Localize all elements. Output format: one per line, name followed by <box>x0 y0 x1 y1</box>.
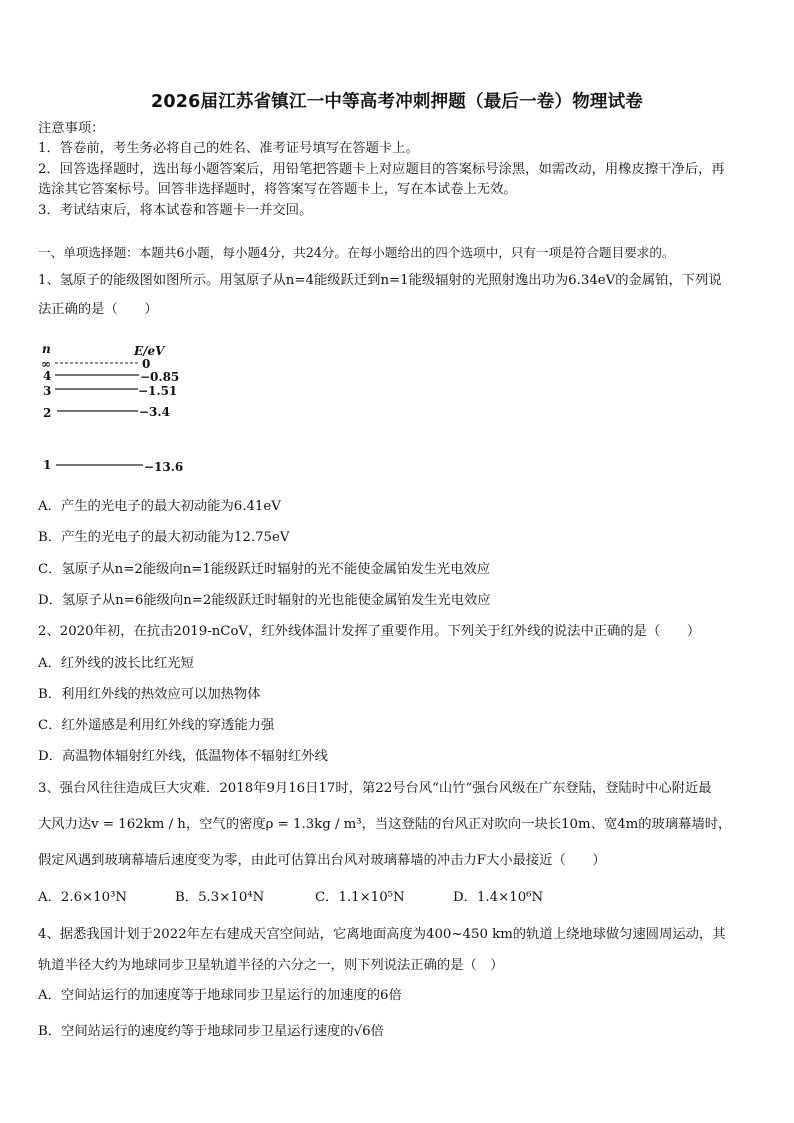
page-title: 2026届江苏省镇江一中等高考冲刺押题（最后一卷）物理试卷 <box>150 92 643 112</box>
level-3-n: 3 <box>43 384 52 398</box>
diagram-e-label: E/eV <box>134 344 165 358</box>
level-inf-n: ∞ <box>41 357 51 371</box>
energy-level-diagram <box>38 341 238 481</box>
q1-option-b: B．产生的光电子的最大初动能为12.75eV <box>38 530 290 545</box>
q1-option-c: C．氢原子从n=2能级向n=1能级跃迁时辐射的光不能使金属铂发生光电效应 <box>38 562 491 577</box>
q2-stem: 2、2020年初，在抗击2019-nCoV，红外线体温计发挥了重要作用。下列关于红外线的说法中正确的是（ ） <box>38 624 701 639</box>
q1-stem-line2: 法正确的是（ ） <box>38 302 158 317</box>
section-heading: 一、单项选择题：本题共6小题，每小题4分，共24分。在每小题给出的四个选项中，只有一项是符合题目要求的。 <box>38 245 675 260</box>
q3-stem-line2: 大风力达v = 162km / h，空气的密度ρ = 1.3kg / m³，当这登陆的台风正对吹向一块长10m、宽4m的玻璃幕墙时， <box>38 817 732 832</box>
q3-option-c: C．1.1×10⁵N <box>315 890 405 905</box>
level-4-n: 4 <box>43 369 52 383</box>
q2-option-a: A．红外线的波长比红光短 <box>38 656 194 671</box>
level-2-e: −3.4 <box>139 405 170 419</box>
level-inf-e: 0 <box>142 357 151 371</box>
q3-stem-line3: 假定风遇到玻璃幕墙后速度变为零，由此可估算出台风对玻璃幕墙的冲击力F大小最接近（ ） <box>38 853 606 868</box>
notice-item-2-cont: 选涂其它答案标号。回答非选择题时，将答案写在答题卡上，写在本试卷上无效。 <box>38 182 517 197</box>
notice-item-2: 2．回答选择题时，选出每小题答案后，用铅笔把答题卡上对应题目的答案标号涂黑，如需改动，用橡皮擦干净后，再 <box>38 162 725 177</box>
q1-option-d: D．氢原子从n=6能级向n=2能级跃迁时辐射的光也能使金属铂发生光电效应 <box>38 593 491 608</box>
q4-option-b: B．空间站运行的速度约等于地球同步卫星运行速度的√6倍 <box>38 1024 384 1039</box>
diagram-n-label: n <box>42 342 51 356</box>
q3-options <box>38 889 543 907</box>
notice-item-1: 1．答卷前，考生务必将自己的姓名、准考证号填写在答题卡上。 <box>38 141 419 156</box>
q4-stem-line2: 轨道半径大约为地球同步卫星轨道半径的六分之一，则下列说法正确的是（ ） <box>38 958 504 973</box>
level-3-e: −1.51 <box>138 384 178 398</box>
q1-option-a: A．产生的光电子的最大初动能为6.41eV <box>38 499 281 514</box>
notice-heading: 注意事项： <box>38 121 105 136</box>
level-1-n: 1 <box>43 458 52 472</box>
q3-option-a: A．2.6×10³N <box>38 890 128 905</box>
q2-option-c: C．红外遥感是利用红外线的穿透能力强 <box>38 718 275 733</box>
q3-option-b: B．5.3×10⁴N <box>175 890 265 905</box>
q2-option-b: B．利用红外线的热效应可以加热物体 <box>38 687 261 702</box>
level-4-e: −0.85 <box>140 370 180 384</box>
q3-option-d: D．1.4×10⁶N <box>453 890 544 905</box>
q3-stem-line1: 3、强台风往往造成巨大灾难．2018年9月16日17时，第22号台风“山竹”强台风级在广东登陆，登陆时中心附近最 <box>38 781 712 796</box>
q1-stem-line1: 1、氢原子的能级图如图所示。用氢原子从n=4能级跃迁到n=1能级辐射的光照射逸出功为6.34eV的金属铂，下列说 <box>38 273 722 288</box>
level-2-n: 2 <box>43 406 52 420</box>
q2-option-d: D．高温物体辐射红外线，低温物体不辐射红外线 <box>38 749 328 764</box>
level-1-e: −13.6 <box>144 460 184 474</box>
q4-stem-line1: 4、据悉我国计划于2022年左右建成天宫空间站，它离地面高度为400~450 km的轨道上绕地球做匀速圆周运动，其 <box>38 927 726 942</box>
notice-item-3: 3．考试结束后，将本试卷和答题卡一并交回。 <box>38 203 313 218</box>
q4-option-a: A．空间站运行的加速度等于地球同步卫星运行的加速度的6倍 <box>38 988 402 1003</box>
